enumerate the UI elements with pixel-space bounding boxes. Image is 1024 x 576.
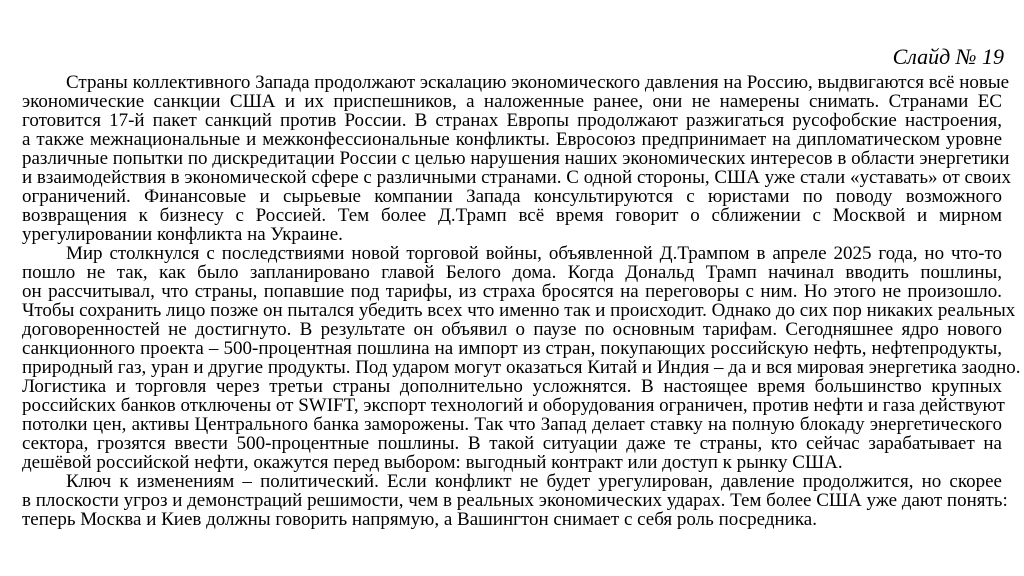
text-line: сектора, грозятся ввести 500-процентные пошлины. В такой ситуации даже те страны, кто сейчас зарабатывает на [22, 433, 1002, 454]
text-line: урегулировании конфликта на Украине. [22, 224, 343, 245]
text-line: Мир столкнулся с последствиями новой торговой войны, объявленной Д.Трампом в апреле 2025 года, но что-то [66, 243, 1002, 264]
text-line: потолки цен, активы Центрального банка заморожены. Так что Запад делает ставку на полную блокаду энергетического [22, 414, 1002, 435]
text-line: санкционного проекта – 500-процентная пошлина на импорт из стран, покупающих российскую нефть, нефтепродукты, [22, 338, 1002, 359]
text-line: и взаимодействия в экономической сфере с различными странами. С одной стороны, США уже стали «уставать» от своих [22, 167, 1011, 188]
slide-body-text [22, 72, 1021, 530]
text-line: возвращения к бизнесу с Россией. Тем более Д.Трамп всё время говорит о сближении с Москвой и мирном [22, 205, 1002, 226]
text-line: а также межнациональные и межконфессиональные конфликты. Евросоюз предпринимает на дипломатическом уровне [22, 129, 1002, 150]
text-line: российских банков отключены от SWIFT, экспорт технологий и оборудования ограничен, против нефти и газа действуют [22, 395, 1005, 416]
text-line: Логистика и торговля через третьи страны дополнительно усложнятся. В настоящее время большинство крупных [22, 376, 1002, 397]
text-line: Чтобы сохранить лицо позже он пытался убедить всех что именно так и происходит. Однако до сих пор никаких реальных [22, 300, 1016, 321]
text-line: Страны коллективного Запада продолжают эскалацию экономического давления на Россию, выдвигаются всё новые [66, 72, 1010, 93]
text-line: в плоскости угроз и демонстраций решимости, чем в реальных экономических ударах. Тем более США уже дают понять: [22, 490, 1008, 511]
text-line: готовится 17-й пакет санкций против России. В странах Европы продолжают разжигаться русофобские настроения, [22, 110, 1002, 131]
text-line: различные попытки по дискредитации России с целью нарушения наших экономических интересов в области энергетики [22, 148, 1010, 169]
text-line: экономические санкции США и их приспешников, а наложенные ранее, они не намерены снимать. Странами ЕС [22, 91, 1002, 112]
text-line: пошло не так, как было запланировано главой Белого дома. Когда Дональд Трамп начинал вводить пошлины, [22, 262, 1002, 283]
text-line: он рассчитывал, что страны, попавшие под тарифы, из страха бросятся на переговоры с ним. Но этого не произошло. [22, 281, 1002, 302]
text-line: дешёвой российской нефти, окажутся перед выбором: выгодный контракт или доступ к рынку США. [22, 452, 843, 473]
slide-number-label: Слайд № 19 [892, 44, 1004, 69]
paragraph [22, 243, 1021, 473]
text-line: теперь Москва и Киев должны говорить напрямую, а Вашингтон снимает с себя роль посредника. [22, 509, 817, 530]
text-line: Ключ к изменениям – политический. Если конфликт не будет урегулирован, давление продолжится, но скорее [66, 471, 1002, 492]
paragraph [22, 72, 1011, 245]
text-line: ограничений. Финансовые и сырьевые компании Запада консультируются с юристами по поводу возможного [22, 186, 1002, 207]
text-line: природный газ, уран и другие продукты. Под ударом могут оказаться Китай и Индия – да и вся мировая энергетика заодно. [22, 357, 1021, 378]
paragraph [22, 471, 1008, 530]
text-line: договоренностей не достигнуто. В результате он объявил о паузе по основным тарифам. Сегодняшнее ядро нового [22, 319, 1002, 340]
